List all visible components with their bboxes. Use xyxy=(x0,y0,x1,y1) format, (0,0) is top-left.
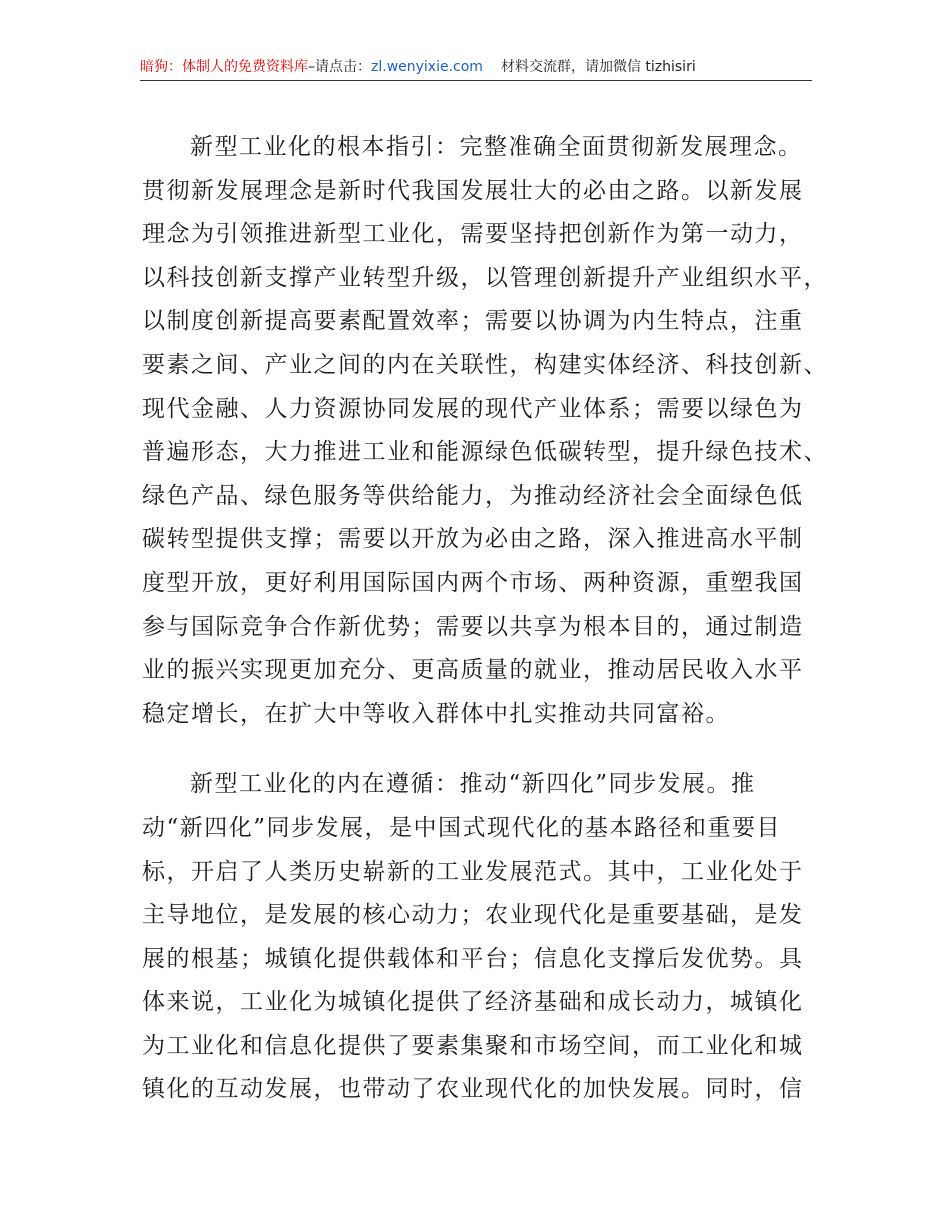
header-brand: 暗狗：体制人的免费资料库 xyxy=(140,59,308,75)
paragraph-line: 普遍形态，大力推进工业和能源绿色低碳转型，提升绿色技术、 xyxy=(142,439,828,466)
paragraph-line: 标，开启了人类历史崭新的工业发展范式。其中，工业化处于 xyxy=(142,858,804,885)
paragraph-line: 贯彻新发展理念是新时代我国发展壮大的必由之路。以新发展 xyxy=(142,177,804,204)
paragraph-line: 新型工业化的根本指引：完整准确全面贯彻新发展理念。 xyxy=(190,134,803,160)
paragraph-line: 要素之间、产业之间的内在关联性，构建实体经济、科技创新、 xyxy=(142,351,828,378)
paragraph-line: 体来说，工业化为城镇化提供了经济基础和成长动力，城镇化 xyxy=(142,989,804,1016)
paragraph-line: 碳转型提供支撑；需要以开放为必由之路，深入推进高水平制 xyxy=(142,526,804,553)
page-header xyxy=(140,56,812,81)
header-url-link[interactable]: zl.wenyixie.com xyxy=(371,59,483,75)
paragraph-line: 新型工业化的内在遵循：推动“新四化”同步发展。推 xyxy=(190,771,756,798)
paragraph-line: 业的振兴实现更加充分、更高质量的就业，推动居民收入水平 xyxy=(142,657,804,684)
paragraph-line: 稳定增长，在扩大中等收入群体中扎实推动共同富裕。 xyxy=(142,700,730,727)
paragraph-line: 以科技创新支撑产业转型升级，以管理创新提升产业组织水平， xyxy=(142,264,828,291)
paragraph-line: 动“新四化”同步发展，是中国式现代化的基本路径和重要目 xyxy=(142,814,782,841)
paragraph-line: 绿色产品、绿色服务等供给能力，为推动经济社会全面绿色低 xyxy=(142,482,804,509)
paragraph-line: 镇化的互动发展，也带动了农业现代化的加快发展。同时，信 xyxy=(142,1076,804,1103)
document-body xyxy=(142,126,828,1112)
header-prompt: –请点击： xyxy=(308,59,371,75)
paragraph-line: 现代金融、人力资源协同发展的现代产业体系；需要以绿色为 xyxy=(142,395,804,422)
paragraph-guidance xyxy=(142,126,828,736)
paragraph-line: 理念为引领推进新型工业化，需要坚持把创新作为第一动力， xyxy=(142,221,804,248)
paragraph-line: 为工业化和信息化提供了要素集聚和市场空间，而工业化和城 xyxy=(142,1032,804,1059)
paragraph-line: 主导地位，是发展的核心动力；农业现代化是重要基础，是发 xyxy=(142,902,804,929)
paragraph-line: 度型开放，更好利用国际国内两个市场、两种资源，重塑我国 xyxy=(142,569,804,596)
paragraph-four-modernizations xyxy=(142,763,810,1112)
paragraph-line: 参与国际竞争合作新优势；需要以共享为根本目的，通过制造 xyxy=(142,613,804,640)
paragraph-line: 以制度创新提高要素配置效率；需要以协调为内生特点，注重 xyxy=(142,308,804,335)
paragraph-line: 展的根基；城镇化提供载体和平台；信息化支撑后发优势。具 xyxy=(142,945,804,972)
header-contact: 材料交流群，请加微信 tizhisiri xyxy=(500,59,696,75)
